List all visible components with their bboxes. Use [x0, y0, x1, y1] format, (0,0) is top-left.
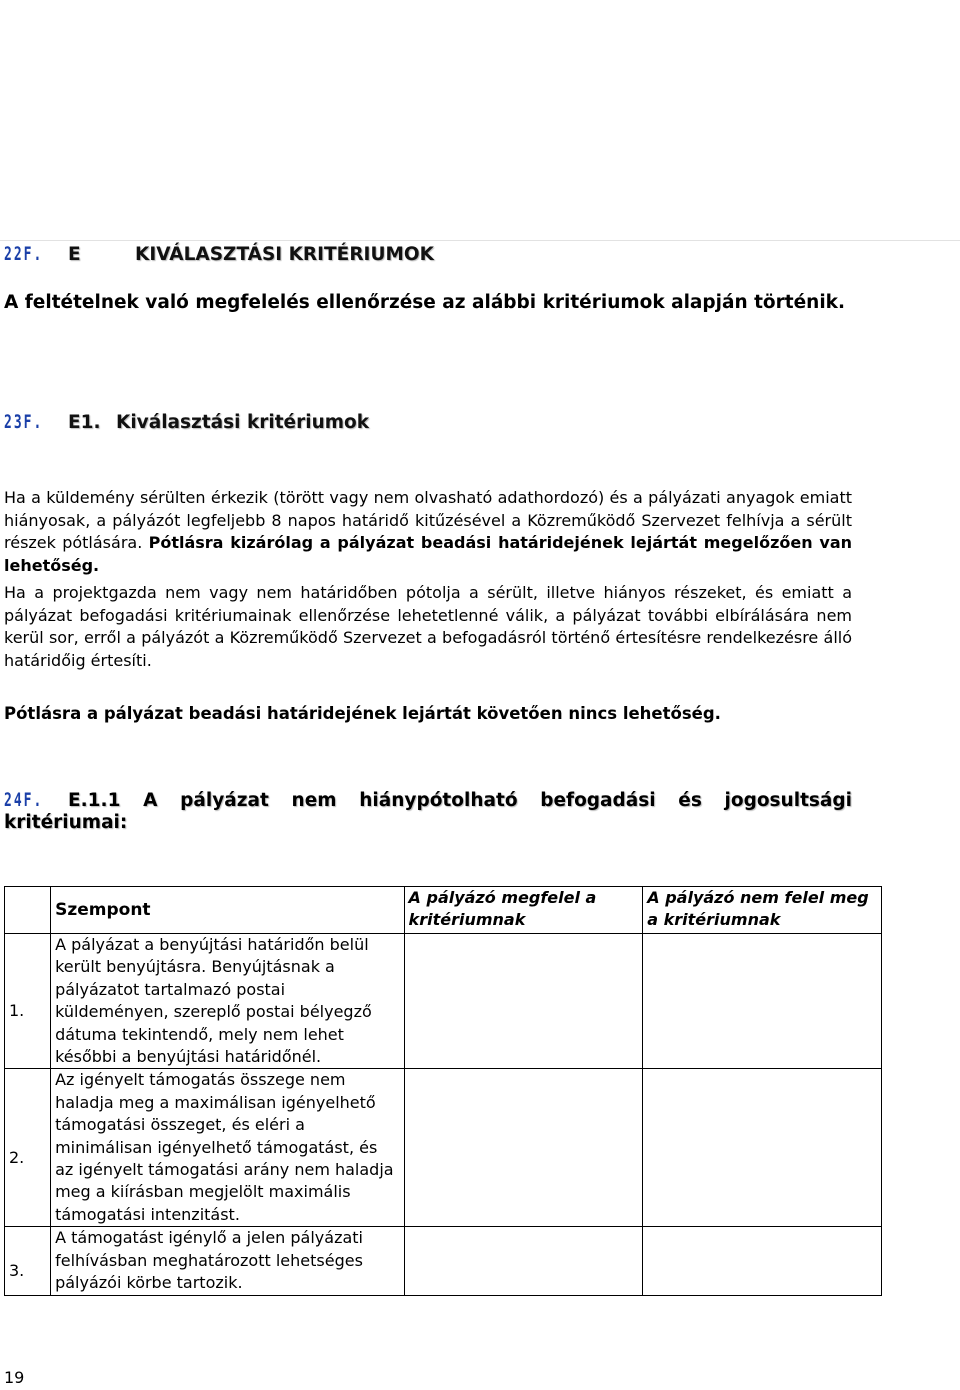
row-meets-cell[interactable]: [404, 1069, 643, 1227]
table-row: [5, 1069, 882, 1227]
header-num-cell: [5, 887, 51, 934]
section-tag-23f: 23F.: [4, 412, 44, 434]
row-criterion: Az igényelt támogatás összege nem haladja meg a maximálisan igényelhető támogatási összeget, és eléri a minimálisan igényelhető támogatást, és az igényelt támogatási arány nem haladja meg a kiírásban megjelölt maximális támogatási intenzitást.: [51, 1069, 404, 1227]
header-not-meets: A pályázó nem felel meg a kritériumnak: [643, 887, 882, 934]
row-number: 2.: [5, 1069, 51, 1227]
row-not-meets-cell[interactable]: [643, 934, 882, 1069]
section-tag-22f: 22F.: [4, 244, 44, 266]
paragraph-damaged-delivery: [4, 487, 852, 577]
header-criterion: Szempont: [51, 887, 404, 934]
row-number: 1.: [5, 934, 51, 1069]
row-criterion: A pályázat a benyújtási határidőn belül került benyújtásra. Benyújtásnak a pályázatot tartalmazó postai küldeményen, szereplő postai bélyegző dátuma tekintendő, mely nem lehet későbbi a benyújtási határidőnél.: [51, 934, 404, 1069]
row-criterion: A támogatást igénylő a jelen pályázati felhívásban meghatározott lehetséges pályázói körbe tartozik.: [51, 1227, 404, 1295]
page-separator: [0, 240, 960, 241]
table-row: [5, 1227, 882, 1295]
paragraph-emphasis: Pótlásra kizárólag a pályázat beadási határidejének lejártát megelőzően van lehetőség.: [4, 533, 853, 575]
note-no-supplement: Pótlásra a pályázat beadási határidejének lejártát követően nincs lehetőség.: [4, 704, 721, 723]
section-tag-24f: 24F.: [4, 790, 44, 812]
paragraph-consequence: Ha a projektgazda nem vagy nem határidőben pótolja a sérült, illetve hiányos részeket, és emiatt a pályázat befogadási kritériumainak ellenőrzése lehetetlenné válik, a pályázat további elbírálására nem kerül sor, erről a pályázót a Közreműködő Szervezet a befogadásról történő értesítésre rendelkezésre álló határidőig értesíti.: [4, 583, 852, 670]
table-header-row: [5, 887, 882, 934]
row-meets-cell[interactable]: [404, 1227, 643, 1295]
paragraph-text: Ha a küldemény sérülten érkezik (törött vagy nem olvasható adathordozó) és a pályázati anyagok emiatt hiányosak, a pályázót legfeljebb 8 napos határidő kitűzésével a Közreműködő Szervezet felhívja a sérült részek pótlására.: [4, 488, 852, 552]
subsection-title: Kiválasztási kritériumok: [116, 412, 370, 433]
section-title: KIVÁLASZTÁSI KRITÉRIUMOK: [135, 244, 434, 265]
table-row: [5, 934, 882, 1069]
subsection-e111-title: E.1.1 A pályázat nem hiánypótolható befogadási és jogosultsági kritériumai:: [4, 790, 852, 833]
row-meets-cell[interactable]: [404, 934, 643, 1069]
row-number: 3.: [5, 1227, 51, 1295]
criteria-table: [4, 886, 882, 1296]
subsection-number: E1.: [68, 412, 101, 433]
page-number: 19: [4, 1368, 25, 1387]
intro-text: A feltételnek való megfelelés ellenőrzése az alábbi kritériumok alapján történik.: [4, 292, 845, 313]
row-not-meets-cell[interactable]: [643, 1069, 882, 1227]
header-meets: A pályázó megfelel a kritériumnak: [404, 887, 643, 934]
row-not-meets-cell[interactable]: [643, 1227, 882, 1295]
section-letter: E: [68, 244, 81, 265]
